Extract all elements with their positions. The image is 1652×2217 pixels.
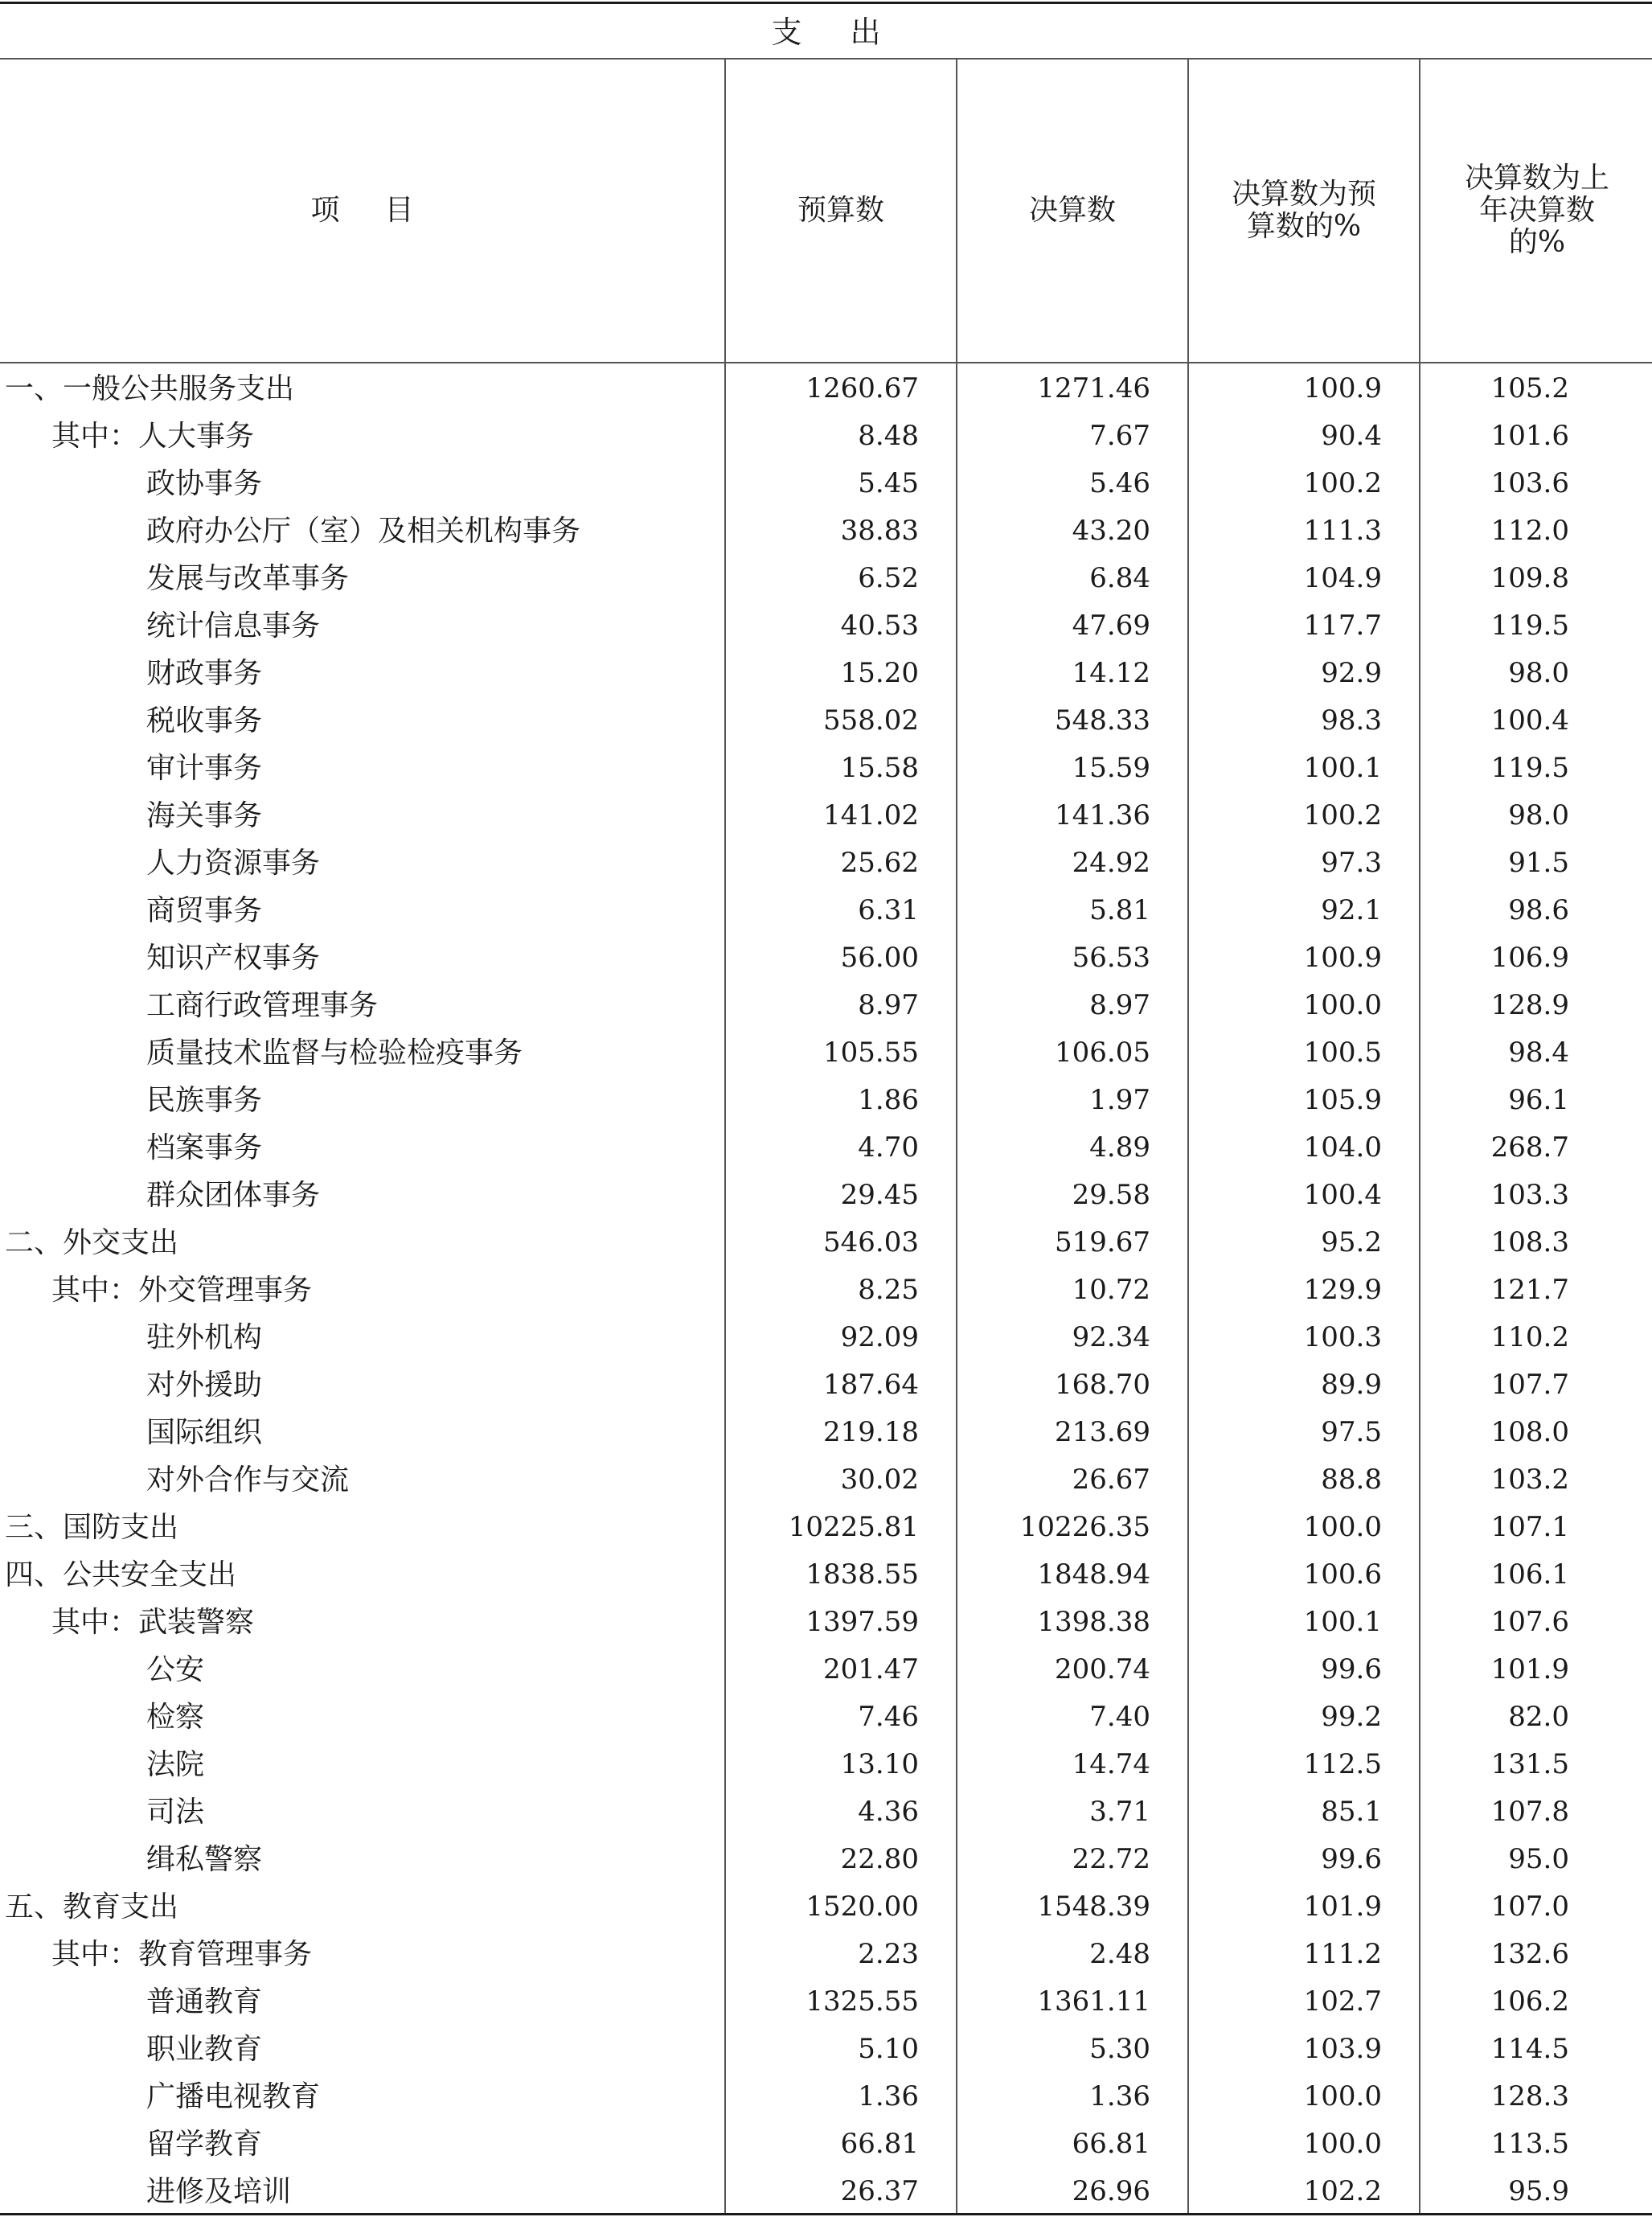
- table-row: [0, 745, 1652, 792]
- table-row: [0, 982, 1652, 1029]
- cell-pct-last-year: 109.8: [1490, 562, 1569, 594]
- cell-budget: 26.37: [840, 2175, 919, 2207]
- cell-pct-budget: 99.2: [1321, 1701, 1382, 1733]
- cell-pct-budget: 100.4: [1303, 1179, 1382, 1211]
- row-label: 群众团体事务: [146, 1179, 321, 1212]
- row-label: 人力资源事务: [146, 847, 321, 880]
- table-row: [0, 365, 1652, 413]
- cell-pct-budget: 117.7: [1303, 610, 1382, 642]
- table-row: [0, 1788, 1652, 1836]
- cell-budget: 7.46: [858, 1701, 919, 1733]
- table-row: [0, 887, 1652, 934]
- header-item: 项目: [310, 194, 459, 227]
- table-row: [0, 413, 1652, 460]
- cell-pct-last-year: 106.2: [1490, 1985, 1569, 2018]
- cell-pct-budget: 100.2: [1303, 467, 1382, 499]
- cell-pct-last-year: 106.1: [1490, 1558, 1569, 1591]
- cell-budget: 66.81: [840, 2128, 919, 2160]
- row-label: 一、一般公共服务支出: [5, 372, 295, 405]
- cell-pct-budget: 92.1: [1321, 894, 1382, 926]
- cell-final: 10.72: [1072, 1274, 1150, 1306]
- table-row: [0, 697, 1652, 745]
- cell-budget: 30.02: [840, 1464, 919, 1496]
- row-label: 档案事务: [146, 1131, 263, 1164]
- cell-budget: 25.62: [840, 847, 919, 879]
- cell-pct-budget: 89.9: [1321, 1369, 1382, 1401]
- cell-pct-last-year: 101.9: [1490, 1653, 1569, 1685]
- cell-final: 213.69: [1055, 1416, 1150, 1448]
- cell-budget: 6.31: [858, 894, 919, 926]
- row-label: 三、国防支出: [5, 1511, 179, 1544]
- row-label: 检察: [146, 1701, 205, 1734]
- cell-final: 14.12: [1072, 657, 1150, 689]
- row-label: 国际组织: [146, 1416, 263, 1449]
- row-label: 五、教育支出: [5, 1891, 179, 1923]
- table-row: [0, 602, 1652, 650]
- cell-pct-budget: 111.2: [1303, 1938, 1382, 1970]
- row-label: 其中：外交管理事务: [51, 1274, 313, 1307]
- table-row: [0, 555, 1652, 602]
- cell-pct-last-year: 100.4: [1490, 704, 1569, 737]
- cell-pct-budget: 102.7: [1303, 1985, 1382, 2018]
- cell-final: 66.81: [1072, 2128, 1150, 2160]
- cell-pct-budget: 97.5: [1321, 1416, 1382, 1448]
- cell-pct-last-year: 113.5: [1490, 2128, 1569, 2160]
- cell-budget: 6.52: [858, 562, 919, 594]
- cell-pct-last-year: 131.5: [1490, 1748, 1569, 1780]
- cell-budget: 2.23: [858, 1938, 919, 1970]
- cell-final: 29.58: [1072, 1179, 1150, 1211]
- cell-pct-budget: 97.3: [1321, 847, 1382, 879]
- cell-pct-budget: 100.0: [1303, 2080, 1382, 2112]
- table-row: [0, 1456, 1652, 1504]
- table-row: [0, 460, 1652, 507]
- cell-budget: 22.80: [840, 1843, 919, 1875]
- cell-final: 168.70: [1055, 1369, 1150, 1401]
- cell-final: 1361.11: [1037, 1985, 1150, 2018]
- cell-pct-budget: 90.4: [1321, 420, 1382, 452]
- table-row: [0, 2168, 1652, 2215]
- cell-final: 6.84: [1089, 562, 1150, 594]
- cell-budget: 13.10: [840, 1748, 919, 1780]
- cell-final: 47.69: [1072, 610, 1150, 642]
- cell-pct-last-year: 101.6: [1490, 420, 1569, 452]
- row-label: 四、公共安全支出: [5, 1558, 237, 1591]
- cell-pct-last-year: 103.2: [1490, 1464, 1569, 1496]
- table-title: 支出: [771, 14, 929, 50]
- cell-pct-budget: 101.9: [1303, 1891, 1382, 1923]
- cell-pct-budget: 100.5: [1303, 1037, 1382, 1069]
- cell-pct-budget: 99.6: [1321, 1653, 1382, 1685]
- table-row: [0, 1599, 1652, 1646]
- cell-pct-budget: 100.6: [1303, 1558, 1382, 1591]
- row-label: 驻外机构: [146, 1321, 263, 1354]
- cell-pct-last-year: 82.0: [1508, 1701, 1569, 1733]
- table-row: [0, 1267, 1652, 1314]
- cell-pct-budget: 95.2: [1321, 1226, 1382, 1258]
- table-row: [0, 2121, 1652, 2168]
- cell-final: 1548.39: [1037, 1891, 1150, 1923]
- cell-budget: 38.83: [840, 515, 919, 547]
- cell-pct-last-year: 98.4: [1508, 1037, 1569, 1069]
- table-row: [0, 1694, 1652, 1741]
- row-label: 对外合作与交流: [146, 1464, 350, 1496]
- cell-budget: 92.09: [840, 1321, 919, 1353]
- cell-pct-last-year: 95.0: [1508, 1843, 1569, 1875]
- cell-budget: 56.00: [840, 942, 919, 974]
- header-rule: [0, 362, 1652, 363]
- cell-pct-last-year: 114.5: [1490, 2033, 1569, 2065]
- cell-final: 5.81: [1089, 894, 1150, 926]
- row-label: 知识产权事务: [146, 942, 321, 975]
- row-label: 普通教育: [146, 1985, 263, 2018]
- cell-pct-budget: 100.0: [1303, 989, 1382, 1021]
- table-row: [0, 1551, 1652, 1599]
- cell-budget: 8.97: [858, 989, 919, 1021]
- cell-budget: 15.20: [840, 657, 919, 689]
- cell-budget: 8.25: [858, 1274, 919, 1306]
- cell-final: 24.92: [1072, 847, 1150, 879]
- cell-budget: 187.64: [823, 1369, 919, 1401]
- row-label: 进修及培训: [146, 2175, 292, 2208]
- cell-budget: 8.48: [858, 420, 919, 452]
- table-row: [0, 650, 1652, 697]
- cell-budget: 105.55: [823, 1037, 919, 1069]
- cell-budget: 201.47: [823, 1653, 919, 1685]
- cell-pct-budget: 92.9: [1321, 657, 1382, 689]
- cell-final: 2.48: [1089, 1938, 1150, 1970]
- table-row: [0, 1029, 1652, 1077]
- header-budget: 预算数: [797, 194, 884, 227]
- row-label: 缉私警察: [146, 1843, 263, 1876]
- table-row: [0, 1124, 1652, 1172]
- cell-pct-last-year: 103.3: [1490, 1179, 1569, 1211]
- row-label: 政协事务: [146, 467, 263, 500]
- cell-pct-last-year: 107.6: [1490, 1606, 1569, 1638]
- cell-budget: 5.10: [858, 2033, 919, 2065]
- cell-pct-last-year: 98.6: [1508, 894, 1569, 926]
- row-label: 二、外交支出: [5, 1226, 179, 1259]
- row-label: 公安: [146, 1653, 205, 1686]
- cell-pct-last-year: 110.2: [1490, 1321, 1569, 1353]
- cell-pct-last-year: 108.3: [1490, 1226, 1569, 1258]
- table-body: [0, 365, 1652, 2215]
- cell-pct-budget: 88.8: [1321, 1464, 1382, 1496]
- cell-budget: 1397.59: [806, 1606, 919, 1638]
- cell-pct-budget: 112.5: [1303, 1748, 1382, 1780]
- cell-pct-budget: 100.0: [1303, 2128, 1382, 2160]
- cell-final: 56.53: [1072, 942, 1150, 974]
- cell-final: 7.67: [1089, 420, 1150, 452]
- cell-final: 92.34: [1072, 1321, 1150, 1353]
- table-row: [0, 1741, 1652, 1788]
- cell-final: 43.20: [1072, 515, 1150, 547]
- cell-pct-budget: 98.3: [1321, 704, 1382, 737]
- cell-budget: 1260.67: [806, 372, 919, 404]
- cell-budget: 1.86: [858, 1084, 919, 1116]
- cell-pct-last-year: 98.0: [1508, 657, 1569, 689]
- row-label: 审计事务: [146, 752, 263, 785]
- table-row: [0, 1219, 1652, 1267]
- cell-final: 7.40: [1089, 1701, 1150, 1733]
- cell-pct-last-year: 108.0: [1490, 1416, 1569, 1448]
- header-final: 决算数: [1028, 194, 1116, 227]
- cell-final: 22.72: [1072, 1843, 1150, 1875]
- cell-pct-budget: 100.2: [1303, 799, 1382, 831]
- cell-budget: 4.36: [858, 1796, 919, 1828]
- cell-final: 5.46: [1089, 467, 1150, 499]
- cell-final: 1848.94: [1037, 1558, 1150, 1591]
- cell-pct-last-year: 106.9: [1490, 942, 1569, 974]
- cell-pct-budget: 104.9: [1303, 562, 1382, 594]
- header-pct-budget: 决算数为预算数的%: [1231, 178, 1376, 243]
- row-label: 对外援助: [146, 1369, 263, 1402]
- table-row: [0, 1361, 1652, 1409]
- cell-final: 15.59: [1072, 752, 1150, 784]
- cell-final: 141.36: [1055, 799, 1150, 831]
- cell-final: 5.30: [1089, 2033, 1150, 2065]
- row-label: 其中：教育管理事务: [51, 1938, 313, 1971]
- table-row: [0, 1504, 1652, 1551]
- cell-pct-last-year: 105.2: [1490, 372, 1569, 404]
- table-row: [0, 1172, 1652, 1219]
- cell-pct-last-year: 107.7: [1490, 1369, 1569, 1401]
- cell-pct-last-year: 98.0: [1508, 799, 1569, 831]
- cell-pct-last-year: 128.9: [1490, 989, 1569, 1021]
- row-label: 司法: [146, 1796, 205, 1829]
- cell-pct-budget: 100.1: [1303, 1606, 1382, 1638]
- cell-pct-budget: 100.0: [1303, 1511, 1382, 1543]
- cell-budget: 141.02: [823, 799, 919, 831]
- cell-final: 3.71: [1089, 1796, 1150, 1828]
- cell-final: 26.67: [1072, 1464, 1150, 1496]
- row-label: 其中：人大事务: [51, 420, 255, 453]
- row-label: 发展与改革事务: [146, 562, 350, 595]
- table-row: [0, 2073, 1652, 2121]
- row-label: 统计信息事务: [146, 610, 321, 643]
- table-row: [0, 507, 1652, 555]
- cell-budget: 40.53: [840, 610, 919, 642]
- cell-budget: 5.45: [858, 467, 919, 499]
- row-label: 工商行政管理事务: [146, 989, 379, 1022]
- cell-pct-last-year: 107.1: [1490, 1511, 1569, 1543]
- table-row: [0, 792, 1652, 840]
- row-label: 税收事务: [146, 704, 263, 737]
- cell-pct-budget: 105.9: [1303, 1084, 1382, 1116]
- row-label: 财政事务: [146, 657, 263, 690]
- cell-pct-last-year: 103.6: [1490, 467, 1569, 499]
- table-row: [0, 2026, 1652, 2073]
- cell-budget: 546.03: [823, 1226, 919, 1258]
- cell-pct-last-year: 132.6: [1490, 1938, 1569, 1970]
- row-label: 民族事务: [146, 1084, 263, 1117]
- cell-budget: 1520.00: [806, 1891, 919, 1923]
- cell-budget: 4.70: [858, 1131, 919, 1164]
- cell-pct-budget: 100.1: [1303, 752, 1382, 784]
- row-label: 留学教育: [146, 2128, 263, 2161]
- cell-final: 1.36: [1089, 2080, 1150, 2112]
- cell-pct-last-year: 96.1: [1508, 1084, 1569, 1116]
- cell-pct-budget: 85.1: [1321, 1796, 1382, 1828]
- cell-final: 10226.35: [1019, 1511, 1150, 1543]
- cell-final: 1271.46: [1037, 372, 1150, 404]
- cell-final: 1.97: [1089, 1084, 1150, 1116]
- cell-pct-last-year: 119.5: [1490, 752, 1569, 784]
- cell-pct-budget: 99.6: [1321, 1843, 1382, 1875]
- cell-pct-budget: 100.3: [1303, 1321, 1382, 1353]
- cell-pct-last-year: 268.7: [1490, 1131, 1569, 1164]
- table-row: [0, 1409, 1652, 1456]
- cell-final: 4.89: [1089, 1131, 1150, 1164]
- cell-pct-last-year: 91.5: [1508, 847, 1569, 879]
- cell-pct-budget: 104.0: [1303, 1131, 1382, 1164]
- cell-final: 8.97: [1089, 989, 1150, 1021]
- cell-budget: 1838.55: [806, 1558, 919, 1591]
- cell-final: 106.05: [1055, 1037, 1150, 1069]
- table-row: [0, 1314, 1652, 1361]
- table-row: [0, 1646, 1652, 1694]
- cell-pct-budget: 111.3: [1303, 515, 1382, 547]
- table-row: [0, 934, 1652, 982]
- cell-budget: 15.58: [840, 752, 919, 784]
- cell-budget: 558.02: [823, 704, 919, 737]
- cell-budget: 29.45: [840, 1179, 919, 1211]
- table-row: [0, 1883, 1652, 1931]
- cell-pct-last-year: 107.0: [1490, 1891, 1569, 1923]
- row-label: 海关事务: [146, 799, 263, 832]
- row-label: 商贸事务: [146, 894, 263, 927]
- header-pct-last-year: 决算数为上年决算数的%: [1464, 162, 1609, 259]
- cell-budget: 1.36: [858, 2080, 919, 2112]
- table-row: [0, 1836, 1652, 1883]
- cell-final: 200.74: [1055, 1653, 1150, 1685]
- cell-final: 519.67: [1055, 1226, 1150, 1258]
- cell-final: 26.96: [1072, 2175, 1150, 2207]
- cell-budget: 219.18: [823, 1416, 919, 1448]
- row-label: 其中：武装警察: [51, 1606, 255, 1639]
- row-label: 法院: [146, 1748, 205, 1781]
- cell-pct-last-year: 128.3: [1490, 2080, 1569, 2112]
- cell-final: 1398.38: [1037, 1606, 1150, 1638]
- row-label: 质量技术监督与检验检疫事务: [146, 1037, 523, 1069]
- cell-pct-last-year: 112.0: [1490, 515, 1569, 547]
- cell-pct-last-year: 95.9: [1508, 2175, 1569, 2207]
- cell-pct-budget: 129.9: [1303, 1274, 1382, 1306]
- row-label: 广播电视教育: [146, 2080, 321, 2113]
- table-row: [0, 1077, 1652, 1124]
- cell-pct-budget: 102.2: [1303, 2175, 1382, 2207]
- cell-pct-budget: 100.9: [1303, 942, 1382, 974]
- cell-final: 548.33: [1055, 704, 1150, 737]
- cell-pct-last-year: 121.7: [1490, 1274, 1569, 1306]
- cell-pct-last-year: 107.8: [1490, 1796, 1569, 1828]
- cell-pct-budget: 100.9: [1303, 372, 1382, 404]
- table-row: [0, 1978, 1652, 2026]
- cell-pct-budget: 103.9: [1303, 2033, 1382, 2065]
- row-label: 职业教育: [146, 2033, 263, 2066]
- cell-final: 14.74: [1072, 1748, 1150, 1780]
- cell-budget: 10225.81: [788, 1511, 919, 1543]
- cell-pct-last-year: 119.5: [1490, 610, 1569, 642]
- cell-budget: 1325.55: [806, 1985, 919, 2018]
- table-row: [0, 840, 1652, 887]
- table-row: [0, 1931, 1652, 1978]
- row-label: 政府办公厅（室）及相关机构事务: [146, 515, 581, 548]
